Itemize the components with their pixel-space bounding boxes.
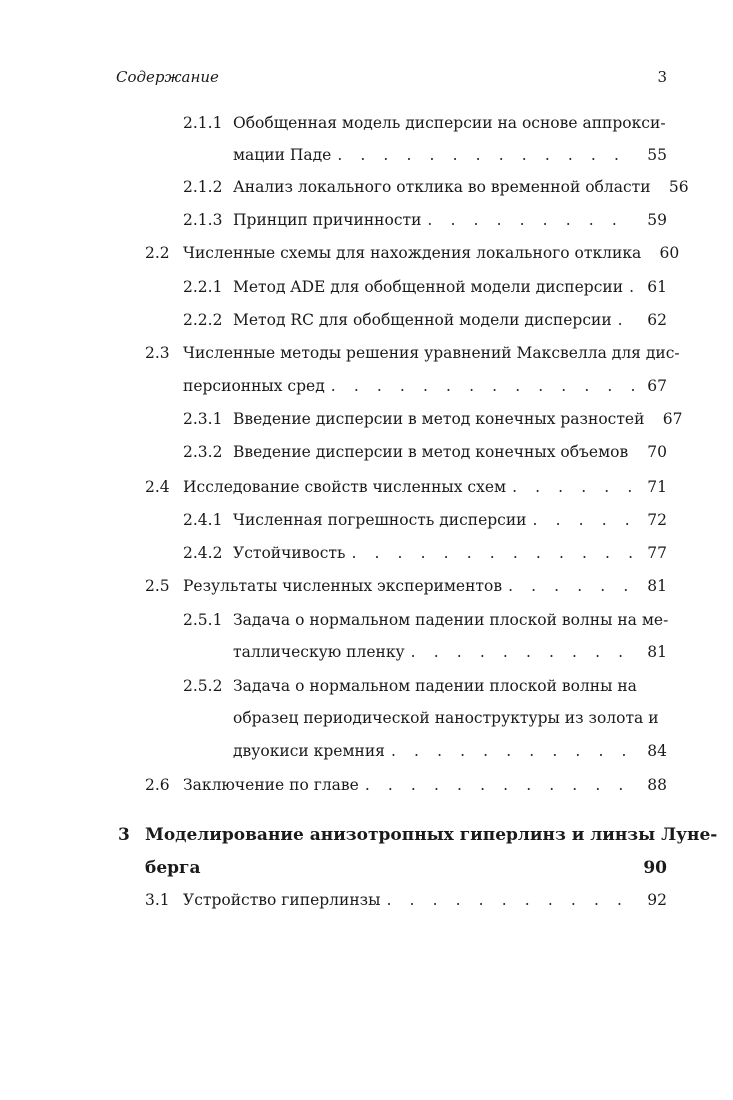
dot-leader xyxy=(351,544,635,562)
toc-number-2-6: 2.6 xyxy=(145,776,170,794)
running-header xyxy=(116,68,667,88)
toc-text-2-2-2: Метод RC для обобщенной модели дисперсии xyxy=(233,311,612,329)
toc-page-2-4-2: 77 xyxy=(647,544,667,562)
toc-text-2-3-2: Введение дисперсии в метод конечных объемов xyxy=(233,443,629,461)
dot-leader xyxy=(427,211,635,229)
toc-number-2-1-1: 2.1.1 xyxy=(183,114,223,132)
dot-leader xyxy=(629,278,635,296)
toc-page-2-3-2: 70 xyxy=(647,443,667,461)
toc-number-2-3-2: 2.3.2 xyxy=(183,443,223,461)
toc-page-2-2: 60 xyxy=(659,244,680,262)
toc-entry-2-1-2[interactable] xyxy=(233,178,689,196)
chapter-3-page: 90 xyxy=(643,858,667,878)
toc-text-2-4-1: Численная погрешность дисперсии xyxy=(233,511,527,529)
dot-leader xyxy=(508,577,635,595)
toc-entry-2-3-1[interactable] xyxy=(233,410,683,428)
dot-leader xyxy=(618,311,635,329)
toc-number-2-5: 2.5 xyxy=(145,577,170,595)
toc-page-2-2-2: 62 xyxy=(647,311,667,329)
dot-leader xyxy=(634,443,635,461)
toc-page-2-2-1: 61 xyxy=(647,278,667,296)
toc-page-2-3: 67 xyxy=(647,377,667,395)
dot-leader xyxy=(411,643,635,661)
toc-page-2-6: 88 xyxy=(647,776,667,794)
toc-text-2-2-1: Метод ADE для обобщенной модели дисперсии xyxy=(233,278,624,296)
header-title: Содержание xyxy=(116,68,219,86)
toc-page-2-1-2: 56 xyxy=(668,178,689,196)
dot-leader xyxy=(533,511,635,529)
toc-text-2-3-1: Введение дисперсии в метод конечных разностей xyxy=(233,410,645,428)
toc-text-2-5: Результаты численных экспериментов xyxy=(183,577,503,595)
toc-page-2-4: 71 xyxy=(647,478,667,496)
toc-entry-2-2-1[interactable] xyxy=(233,278,667,296)
toc-entry-2-5-2[interactable] xyxy=(233,742,667,760)
toc-number-2-4-2: 2.4.2 xyxy=(183,544,223,562)
toc-page-2-3-1: 67 xyxy=(662,410,683,428)
toc-number-3-1: 3.1 xyxy=(145,891,170,909)
toc-text-2-1-2: Анализ локального отклика во временной области xyxy=(233,178,651,196)
toc-entry-2-5-1[interactable] xyxy=(233,643,667,661)
toc-text-2-6: Заключение по главе xyxy=(183,776,359,794)
toc-page-2-4-1: 72 xyxy=(647,511,667,529)
toc-entry-2-6[interactable] xyxy=(183,776,667,794)
toc-number-2-3: 2.3 xyxy=(145,344,170,362)
toc-entry-2-1-3[interactable] xyxy=(233,211,667,229)
toc-number-2-5-2: 2.5.2 xyxy=(183,677,223,695)
toc-page-2-5-2: 84 xyxy=(647,742,667,760)
dot-leader xyxy=(365,776,635,794)
toc-text-2-5-2-line1: Задача о нормальном падении плоской волны на xyxy=(233,677,637,695)
toc-text-2-5-2-line2: образец периодической наноструктуры из золота и xyxy=(233,709,659,727)
toc-number-2-5-1: 2.5.1 xyxy=(183,611,223,629)
toc-page-2-1-3: 59 xyxy=(647,211,667,229)
toc-text-2-1-3: Принцип причинности xyxy=(233,211,422,229)
toc-text-2-5-1-line2: таллическую пленку xyxy=(233,643,405,661)
toc-text-2-5-2-line3: двуокиси кремния xyxy=(233,742,385,760)
toc-number-2-2-2: 2.2.2 xyxy=(183,311,223,329)
toc-entry-2-2[interactable] xyxy=(183,244,680,262)
dot-leader xyxy=(386,891,635,909)
toc-entry-3-1[interactable] xyxy=(183,891,667,909)
toc-text-2-4-2: Устойчивость xyxy=(233,544,346,562)
toc-number-2-4: 2.4 xyxy=(145,478,170,496)
chapter-3-title-line1[interactable]: Моделирование анизотропных гиперлинз и линзы Луне- xyxy=(145,825,718,845)
toc-entry-2-1-1[interactable] xyxy=(233,146,667,164)
toc-entry-2-4-2[interactable] xyxy=(233,544,667,562)
dot-leader xyxy=(512,478,635,496)
dot-leader xyxy=(337,146,635,164)
toc-entry-2-4-1[interactable] xyxy=(233,511,667,529)
toc-text-2-3-line2: персионных сред xyxy=(183,377,325,395)
chapter-3-title-line2[interactable]: берга xyxy=(145,858,201,878)
toc-text-2-4: Исследование свойств численных схем xyxy=(183,478,507,496)
toc-page-2-5: 81 xyxy=(647,577,667,595)
toc-number-2-2: 2.2 xyxy=(145,244,170,262)
toc-number-2-1-3: 2.1.3 xyxy=(183,211,223,229)
chapter-3-number: 3 xyxy=(118,825,130,845)
dot-leader xyxy=(391,742,635,760)
toc-text-2-1-1-line1: Обобщенная модель дисперсии на основе аппрокси- xyxy=(233,114,666,132)
toc-number-2-2-1: 2.2.1 xyxy=(183,278,223,296)
toc-text-3-1: Устройство гиперлинзы xyxy=(183,891,381,909)
toc-entry-2-3[interactable] xyxy=(183,377,667,395)
toc-entry-2-2-2[interactable] xyxy=(233,311,667,329)
toc-entry-2-5[interactable] xyxy=(183,577,667,595)
toc-number-2-3-1: 2.3.1 xyxy=(183,410,223,428)
toc-page-3-1: 92 xyxy=(647,891,667,909)
toc-number-2-4-1: 2.4.1 xyxy=(183,511,223,529)
toc-text-2-3-line1: Численные методы решения уравнений Максвелла для дис- xyxy=(183,344,680,362)
toc-entry-2-4[interactable] xyxy=(183,478,667,496)
toc-entry-2-3-2[interactable] xyxy=(233,443,667,461)
header-page-number: 3 xyxy=(657,68,667,86)
toc-text-2-5-1-line1: Задача о нормальном падении плоской волны на ме- xyxy=(233,611,669,629)
toc-number-2-1-2: 2.1.2 xyxy=(183,178,223,196)
toc-text-2-2: Численные схемы для нахождения локального отклика xyxy=(183,244,642,262)
dot-leader xyxy=(331,377,635,395)
toc-page-2-5-1: 81 xyxy=(647,643,667,661)
toc-page-2-1-1: 55 xyxy=(647,146,667,164)
toc-text-2-1-1-line2: мации Паде xyxy=(233,146,332,164)
